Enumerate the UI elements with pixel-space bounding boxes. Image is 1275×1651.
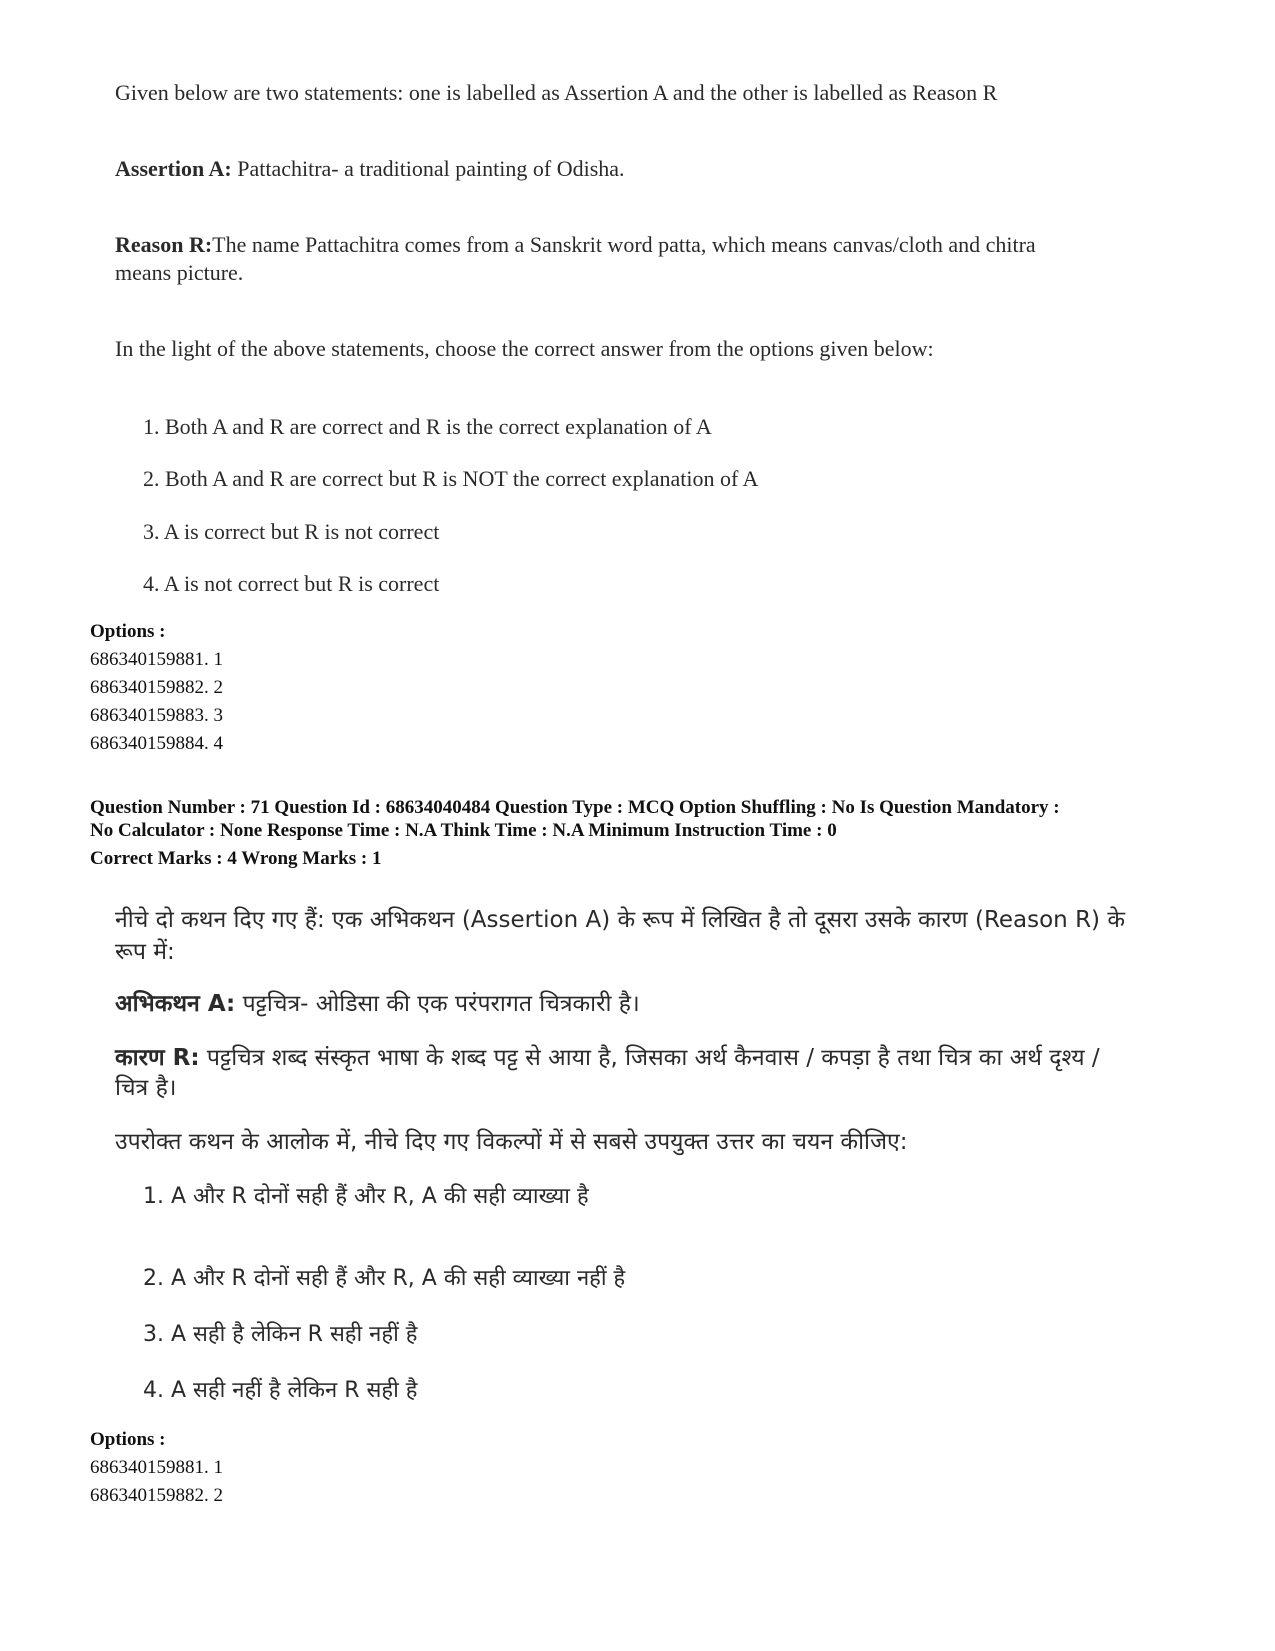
q2-option-1: 686340159881. 1 — [90, 1457, 223, 1478]
q2-reason-text-line1: पट्टचित्र शब्द संस्कृत भाषा के शब्द पट्ट से आया है, जिसका अर्थ कैनवास / कपड़ा है तथा चित्र का अर्थ दृश्य / — [199, 1045, 1100, 1071]
question-meta-line2: No Calculator : None Response Time : N.A Think Time : N.A Minimum Instruction Time : 0 — [90, 820, 837, 841]
q2-choice-4: 4. A सही नहीं है लेकिन R सही है — [143, 1378, 418, 1403]
q2-intro-line2: रूप में: — [115, 939, 175, 965]
q2-options-heading: Options : — [90, 1429, 166, 1450]
q1-reason-label: Reason R: — [115, 232, 213, 257]
q1-assertion-text: Pattachitra- a traditional painting of Odisha. — [231, 156, 625, 181]
q1-intro: Given below are two statements: one is labelled as Assertion A and the other is labelled as Reason R — [115, 80, 998, 105]
q2-choice-2: 2. A और R दोनों सही हैं और R, A की सही व्याख्या नहीं है — [143, 1266, 626, 1291]
q1-options-heading: Options : — [90, 621, 166, 642]
q1-choice-4: 4. A is not correct but R is correct — [143, 571, 440, 596]
q2-assertion — [115, 986, 640, 1018]
q2-assertion-label: अभिकथन A: — [115, 991, 236, 1017]
q2-option-2: 686340159882. 2 — [90, 1485, 223, 1506]
q2-assertion-text: पट्टचित्र- ओडिसा की एक परंपरागत चित्रकारी है। — [235, 991, 640, 1017]
q1-reason-text-line1: The name Pattachitra comes from a Sanskrit word patta, which means canvas/cloth and chitra — [212, 232, 1036, 257]
q2-reason-label: कारण R: — [115, 1045, 200, 1071]
q1-assertion-label: Assertion A: — [115, 156, 232, 181]
q1-reason-text-line2: means picture. — [115, 260, 244, 285]
q1-choice-2: 2. Both A and R are correct but R is NOT the correct explanation of A — [143, 466, 759, 491]
q1-choice-3: 3. A is correct but R is not correct — [143, 519, 440, 544]
q1-option-3: 686340159883. 3 — [90, 705, 223, 726]
q1-assertion — [115, 156, 625, 182]
q2-reason-text-line2: चित्र है। — [115, 1075, 177, 1101]
q1-choice-1: 1. Both A and R are correct and R is the correct explanation of A — [143, 414, 712, 439]
question-meta-line3: Correct Marks : 4 Wrong Marks : 1 — [90, 848, 382, 869]
q1-option-1: 686340159881. 1 — [90, 649, 223, 670]
q2-choice-1: 1. A और R दोनों सही हैं और R, A की सही व्याख्या है — [143, 1184, 589, 1209]
question-meta-line1: Question Number : 71 Question Id : 68634040484 Question Type : MCQ Option Shuffling : No Is Question Mandatory : — [90, 797, 1060, 818]
q2-instruction: उपरोक्त कथन के आलोक में, नीचे दिए गए विकल्पों में से सबसे उपयुक्त उत्तर का चयन कीजिए: — [115, 1129, 908, 1155]
q1-reason — [115, 232, 1036, 258]
q1-option-4: 686340159884. 4 — [90, 733, 223, 754]
q2-choice-3: 3. A सही है लेकिन R सही नहीं है — [143, 1322, 418, 1347]
q2-intro-line1: नीचे दो कथन दिए गए हैं: एक अभिकथन (Assertion A) के रूप में लिखित है तो दूसरा उसके कारण (Reason R) के — [115, 907, 1126, 933]
q2-reason — [115, 1040, 1100, 1072]
q1-instruction: In the light of the above statements, choose the correct answer from the options given below: — [115, 336, 934, 361]
q1-option-2: 686340159882. 2 — [90, 677, 223, 698]
